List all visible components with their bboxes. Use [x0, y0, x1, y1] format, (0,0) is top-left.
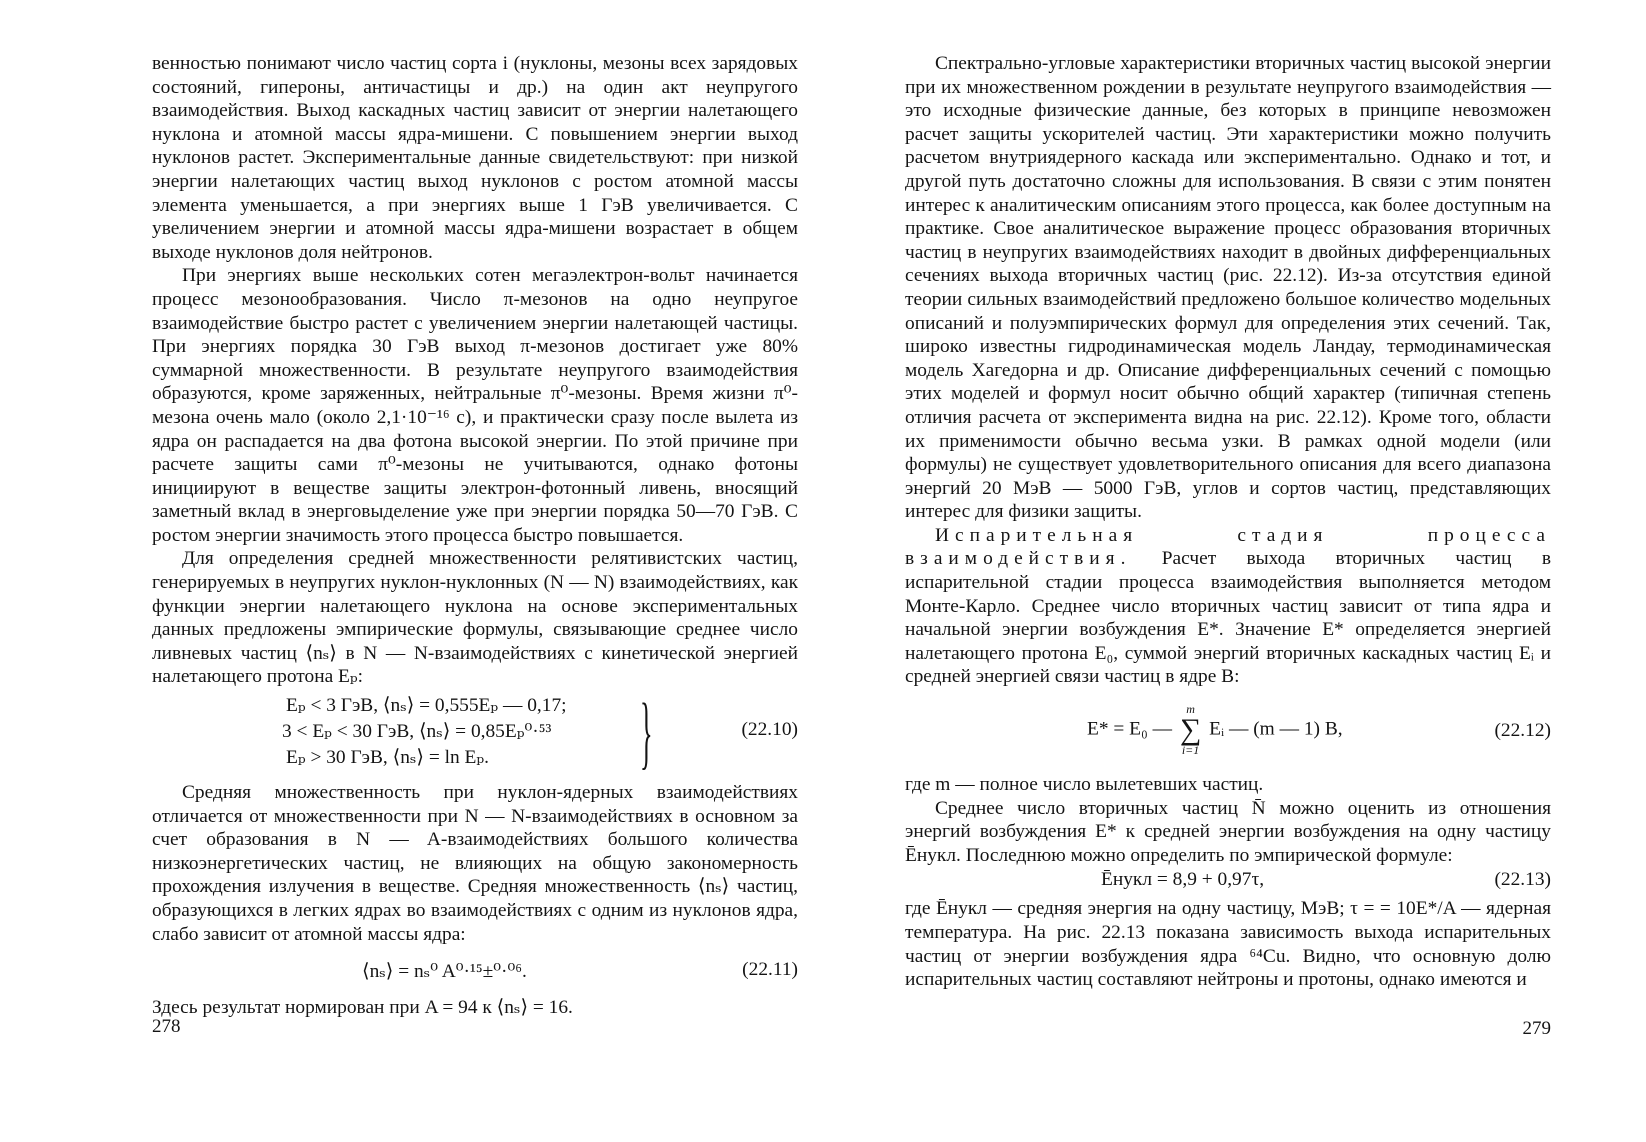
- formula-22-11: [152, 950, 798, 992]
- right-page: [905, 52, 1551, 1039]
- left-paragraph-4: Средняя множественность при нуклон-ядерных взаимодействиях отличается от множественности при N — N-взаимодействиях в основном за счет образования в N — A-взаимодействиях большого количества низкоэнергетических частиц, не влияющих на общую закономерность прохождения излучения в веществе. Средняя множественность ⟨nₛ⟩ частиц, образующихся в легких ядрах во взаимодействиях с одним из нуклонов ядра, слабо зависит от атомной массы ядра:: [152, 782, 798, 945]
- right-paragraph-5: где Ēнукл — средняя энергия на одну частицу, МэВ; τ = = 10E*/A — ядерная температура. На рис. 22.13 показана зависимость выхода испарительных частиц от энергии возбуждения ядра ⁶⁴Cu. Видно, что основную долю испарительных частиц составляют нейтроны и протоны, однако имеются и: [905, 898, 1551, 991]
- right-paragraph-2-body: Расчет выхода вторичных частиц в испарительной стадии процесса взаимодействия выполняется методом Монте-Карло. Среднее число вторичных частиц зависит от типа ядра и начальной энергии возбуждения E*. Значение E* определяется энергией налетающего протона E₀, суммой энергий вторичных каскадных частиц Eᵢ и средней энергией связи частиц в ядре B:: [905, 548, 1551, 688]
- left-paragraph-5: Здесь результат нормирован при A = 94 к ⟨nₛ⟩ = 16.: [152, 997, 573, 1019]
- equation-number-22-12: (22.12): [1494, 720, 1551, 742]
- formula-line-3: Eₚ > 30 ГэВ, ⟨nₛ⟩ = ln Eₚ.: [286, 747, 489, 769]
- section-heading-evaporation: Испарительная стадия процесса взаимодействия.: [905, 524, 1551, 570]
- right-paragraph-3: где m — полное число вылетевших частиц.: [905, 774, 1264, 796]
- right-paragraph-4: Среднее число вторичных частиц N̄ можно оценить из отношения энергий возбуждения E* к средней энергии возбуждения на одну частицу Ēнукл. Последнюю можно определить по эмпирической формуле:: [905, 797, 1551, 866]
- sum-sign: ∑: [1179, 713, 1202, 747]
- sum-symbol: [1180, 703, 1201, 757]
- formula-22-12: [905, 693, 1551, 769]
- equation-number-22-10: (22.10): [741, 719, 798, 741]
- formula-22-13-expression: Ēнукл = 8,9 + 0,97τ,: [1101, 869, 1265, 891]
- sum-upper-limit: m: [1186, 702, 1195, 717]
- formula-22-12-expression: [1087, 703, 1343, 757]
- equation-number-22-13: (22.13): [1494, 869, 1551, 891]
- page-number-left: 278: [152, 1016, 181, 1037]
- formula-line-1: Eₚ < 3 ГэВ, ⟨nₛ⟩ = 0,555Eₚ — 0,17;: [286, 695, 567, 717]
- equation-number-22-11: (22.11): [742, 959, 798, 981]
- page-number-right: 279: [1522, 1018, 1551, 1039]
- right-paragraph-1: Спектрально-угловые характеристики вторичных частиц высокой энергии при их множественном рождении в результате неупругого взаимодействия — это исходные физические данные, без которых в принципе невозможен расчет защиты ускорителей частиц. Эти характеристики можно получить расчетом внутриядерного каскада или экспериментально. Однако и тот, и другой путь достаточно сложны для использования. В связи с этим понятен интерес к аналитическим описаниям этого процесса, как более доступным на практике. Свое аналитическое выражение процесс образования вторичных частиц в неупругих взаимодействиях находит в двойных дифференциальных сечениях выхода вторичных частиц (рис. 22.12). Из-за отсутствия единой теории сильных взаимодействий предложено большое количество модельных описаний и полуэмпирических формул для определения этих сечений. Так, широко известны гидродинамическая модель Ландау, термодинамическая модель Хагедорна и др. Описание дифференциальных сечений с помощью этих моделей и формул носит обычно общий характер (типичная степень отличия расчета от эксперимента видна на рис. 22.12). Кроме того, области их применимости обычно весьма узки. В рамках одной модели (или формулы) не существует удовлетворительного описания для всего диапазона энергий 20 МэВ — 5000 ГэВ, углов и сортов частиц, представляющих интерес для физики защиты.: [905, 53, 1551, 523]
- formula-22-12-left: E* = E₀ —: [1087, 718, 1173, 740]
- formula-line-2: 3 < Eₚ < 30 ГэВ, ⟨nₛ⟩ = 0,85Eₚ⁰·⁵³: [282, 721, 552, 743]
- left-paragraph-1: венностью понимают число частиц сорта i (нуклоны, мезоны всех зарядовых состояний, гипероны, античастицы и др.) на один акт неупругого взаимодействия. Выход каскадных частиц зависит от энергии налетающего нуклона и атомной массы ядра-мишени. С повышением энергии выход нуклонов растет. Экспериментальные данные свидетельствуют: при низкой энергии налетающих частиц выход нуклонов с ростом атомной массы элемента уменьшается, а при энергиях выше 1 ГэВ увеличивается. С увеличением энергии и атомной массы ядра-мишени возрастает в общем выходе нуклонов доля нейтронов.: [152, 53, 798, 263]
- formula-22-10: [152, 686, 798, 778]
- formula-22-13: [905, 867, 1551, 897]
- right-brace: }: [640, 686, 653, 778]
- formula-22-11-expression: ⟨nₛ⟩ = nₛ⁰ A⁰·¹⁵±⁰·⁰⁶.: [362, 961, 527, 983]
- left-paragraph-2: При энергиях выше нескольких сотен мегаэлектрон-вольт начинается процесс мезонообразования. Число π-мезонов на одно неупругое взаимодействие быстро растет с увеличением энергии налетающей частицы. При энергиях порядка 30 ГэВ выход π-мезонов достигает уже 80% суммарной множественности. В результате неупругого взаимодействия образуются, кроме заряженных, нейтральные π⁰-мезоны. Время жизни π⁰-мезона очень мало (около 2,1·10⁻¹⁶ с), и практически сразу после вылета из ядра он распадается на два фотона высокой энергии. По этой причине при расчете защиты сами π⁰-мезоны не учитываются, однако фотоны инициируют в веществе защиты электрон-фотонный ливень, вносящий заметный вклад в энерговыделение уже при энергии порядка 50—70 ГэВ. С ростом энергии значимость этого процесса быстро повышается.: [152, 265, 798, 546]
- left-page: [152, 52, 798, 1037]
- right-paragraph-2: [905, 524, 1551, 689]
- formula-22-12-right: Eᵢ — (m — 1) B,: [1209, 718, 1343, 740]
- formula-22-10-lines: [282, 693, 567, 771]
- left-paragraph-3: Для определения средней множественности релятивистских частиц, генерируемых в неупругих нуклон-нуклонных (N — N) взаимодействиях, как функции энергии налетающего нуклона на основе экспериментальных данных предложены эмпирические формулы, связывающие среднее число ливневых частиц ⟨nₛ⟩ в N — N-взаимодействиях с кинетической энергией налетающего протона Eₚ:: [152, 548, 798, 688]
- sum-lower-limit: i=1: [1181, 743, 1200, 758]
